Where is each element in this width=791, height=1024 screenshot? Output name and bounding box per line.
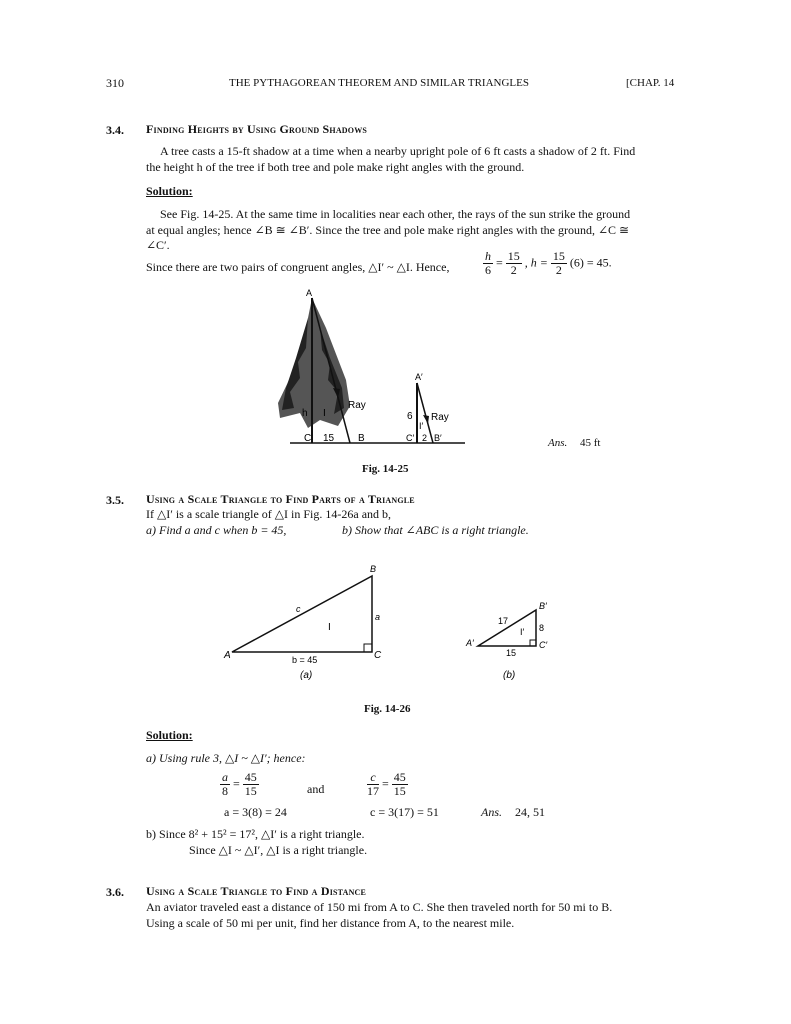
label-8: 8	[539, 623, 545, 633]
label-C-prime: C′	[539, 640, 548, 650]
tree-foliage	[278, 298, 350, 428]
label-I-prime: I′	[520, 627, 525, 637]
problem-number-3-4: 3.4.	[106, 123, 124, 137]
right-angle-mark	[530, 640, 536, 646]
label-ray-2: Ray	[431, 412, 449, 423]
running-title: THE PYTHAGOREAN THEOREM AND SIMILAR TRIANGLES	[229, 77, 529, 89]
answer-label: Ans.	[481, 805, 502, 819]
solution-text: Since △I ~ △I′, △I is a right triangle.	[189, 843, 368, 857]
equation-sep: , h =	[524, 255, 548, 270]
frac-den: 8	[222, 784, 228, 798]
equals: =	[233, 776, 240, 791]
answer-value: 45 ft	[580, 437, 601, 449]
solution-heading: Solution:	[146, 728, 193, 742]
solution-text: Since there are two pairs of congruent angles, △I′ ~ △I. Hence,	[146, 260, 450, 274]
triangle-I	[232, 576, 372, 652]
solution-text: b) Since 8² + 15² = 17², △I′ is a right triangle.	[146, 827, 365, 841]
label-A-prime: A′	[466, 638, 474, 648]
label-C: C	[374, 650, 382, 661]
problem-text: the height h of the tree if both tree and pole make right angles with the ground.	[146, 160, 525, 174]
and-word: and	[307, 782, 325, 796]
page-number: 310	[106, 76, 124, 90]
label-15: 15	[506, 648, 517, 658]
equation-rest: (6) = 45.	[569, 255, 612, 270]
problem-text: Using a scale of 50 mi per unit, find her distance from A, to the nearest mile.	[146, 916, 515, 930]
proportion-equation	[483, 250, 612, 277]
problem-number-3-6: 3.6.	[106, 885, 124, 899]
chapter-label: [CHAP. 14	[626, 77, 675, 89]
label-B-prime: B′	[434, 433, 442, 443]
problem-text: If △I′ is a scale triangle of △I in Fig. 14-26a and b,	[146, 507, 392, 521]
label-b: b = 45	[292, 655, 318, 665]
problem-title-3-5: Using a Scale Triangle to Find Parts of a Triangle	[146, 492, 415, 506]
figure-caption: Fig. 14-25	[362, 463, 409, 475]
label-2: 2	[422, 433, 428, 443]
figure-14-26b	[460, 596, 560, 684]
figure-caption: Fig. 14-26	[364, 703, 411, 715]
result-a: a = 3(8) = 24	[224, 805, 287, 819]
label-C-prime: C′	[406, 433, 415, 443]
solution-heading: Solution:	[146, 184, 193, 198]
frac-num: 15	[507, 249, 520, 263]
solution-text: at equal angles; hence ∠B ≅ ∠B′. Since the tree and pole make right angles with the ground, ∠C ≅	[146, 223, 630, 237]
answer-label: Ans.	[548, 437, 568, 449]
frac-num: 45	[393, 770, 406, 784]
label-B: B	[370, 564, 377, 574]
label-I-prime: I′	[419, 421, 424, 431]
label-I: I	[328, 622, 331, 633]
label-A: A	[306, 288, 313, 298]
label-I: I	[323, 408, 326, 419]
frac-num: 15	[552, 249, 565, 263]
frac-num: a	[222, 770, 228, 784]
frac-den: 15	[244, 784, 257, 798]
frac-den: 2	[555, 263, 562, 277]
label-ray: Ray	[348, 400, 366, 411]
label-6: 6	[407, 411, 413, 422]
label-h: h	[302, 408, 308, 419]
solution-text: See Fig. 14-25. At the same time in localities near each other, the rays of the sun strike the ground	[160, 207, 631, 221]
equals: =	[496, 255, 503, 270]
proportion-a	[220, 771, 259, 798]
proportion-c	[367, 771, 408, 798]
problem-number-3-5: 3.5.	[106, 493, 124, 507]
frac-den: 15	[393, 784, 406, 798]
problem-text: A tree casts a 15-ft shadow at a time when a nearby upright pole of 6 ft casts a shadow of 2 ft. Find	[160, 144, 636, 158]
problem-title-3-4: Finding Heights by Using Ground Shadows	[146, 122, 368, 136]
label-17: 17	[498, 616, 509, 626]
part-b-text: b) Show that ∠ABC is a right triangle.	[342, 523, 529, 537]
label-B-prime: B′	[539, 601, 547, 611]
solution-text: ∠C′.	[146, 238, 170, 252]
label-c: c	[296, 604, 301, 614]
frac-den: 6	[485, 263, 491, 277]
frac-num: c	[367, 771, 379, 785]
figure-14-25	[260, 288, 500, 453]
label-B: B	[358, 433, 365, 444]
frac-den: 2	[510, 263, 517, 277]
figure-sub-label: (b)	[503, 670, 516, 681]
answer-value: 24, 51	[515, 805, 545, 819]
problem-title-3-6: Using a Scale Triangle to Find a Distance	[146, 884, 367, 898]
label-C: C	[304, 433, 312, 444]
figure-14-26a	[220, 562, 390, 684]
label-A: A	[224, 650, 231, 661]
result-c: c = 3(17) = 51	[370, 805, 439, 819]
problem-text: An aviator traveled east a distance of 150 mi from A to C. She then traveled north for 50 mi to B.	[146, 900, 613, 914]
label-a: a	[375, 612, 381, 622]
label-A-prime: A′	[415, 372, 423, 382]
frac-num: h	[485, 249, 491, 263]
equals: =	[382, 776, 389, 791]
frac-den: 17	[367, 784, 379, 798]
right-angle-mark	[364, 644, 372, 652]
figure-sub-label: (a)	[300, 670, 313, 681]
solution-text: a) Using rule 3, △I ~ △I′; hence:	[146, 751, 306, 765]
label-15: 15	[323, 433, 335, 444]
part-a-text: a) Find a and c when b = 45,	[146, 523, 287, 537]
pole-ray-arrowhead	[423, 415, 429, 424]
frac-num: 45	[244, 770, 257, 784]
